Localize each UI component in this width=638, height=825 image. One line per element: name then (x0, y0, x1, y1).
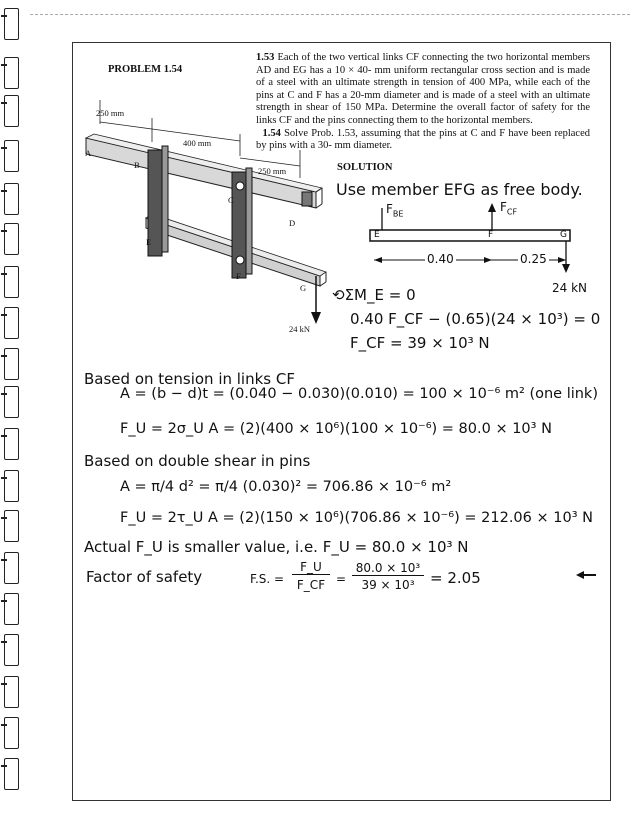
fbd-force-be-symbol: F (386, 202, 393, 216)
fs-numerator: 80.0 × 10³ (352, 561, 424, 576)
shear-heading: Based on double shear in pins (84, 452, 311, 470)
binder-ring (4, 57, 19, 89)
point-a: A (85, 148, 92, 158)
equilibrium-equation: 0.40 F_CF − (0.65)(24 × 10³) = 0 (350, 310, 601, 328)
fs-denominator: 39 × 10³ (361, 578, 415, 592)
dim-250-left: 250 mm (96, 108, 125, 118)
fbd-force-cf (500, 200, 517, 216)
fs-denominator-symbol: F_CF (296, 578, 326, 592)
fbd-load: 24 kN (552, 281, 588, 295)
point-b: B (134, 160, 140, 170)
binder-ring (4, 95, 19, 127)
binder-ring (4, 593, 19, 625)
binder-ring (4, 348, 19, 380)
binder-rings (0, 0, 22, 825)
fbd-point-f: F (488, 230, 494, 240)
tension-area: A = (b − d)t = (0.040 − 0.030)(0.010) = 100 × 10⁻⁶ m² (one link) (120, 386, 598, 402)
binder-ring (4, 552, 19, 584)
problem-1-53-number: 1.53 (256, 52, 275, 63)
binder-ring (4, 8, 19, 40)
fbd-force-cf-symbol: F (500, 200, 507, 214)
binder-ring (4, 470, 19, 502)
factor-of-safety-label: Factor of safety (86, 568, 203, 586)
tension-force: F_U = 2σ_U A = (2)(400 × 10⁶)(100 × 10⁻⁶) = 80.0 × 10³ N (120, 421, 552, 437)
fs-symbol: F.S. = (250, 572, 285, 586)
moment-equation: ⟲ΣM_E = 0 (332, 286, 416, 304)
binder-ring (4, 717, 19, 749)
shear-area: A = π/4 d² = π/4 (0.030)² = 706.86 × 10⁻⁶ m² (120, 479, 452, 495)
fbd-dim-025: 0.25 (520, 252, 547, 266)
point-d: D (289, 218, 296, 228)
binder-ring (4, 183, 19, 215)
binder-ring (4, 266, 19, 298)
binder-ring (4, 140, 19, 172)
binder-ring (4, 758, 19, 790)
tension-heading: Based on tension in links CF (84, 370, 295, 388)
fbd-dim-040: 0.40 (427, 252, 454, 266)
point-e: E (146, 237, 152, 247)
problem-1-53-text: Each of the two vertical links CF connecting the two horizontal members AD and EG has a 10 × 40- mm uniform rectangular cross section and is made of a steel with an ultimate strength in tension of 400 MPa, while each of the pins at C and F has a 20-mm diameter and is made of a steel with an ultimate strength in shear of 150 MPa. Determine the overall factor of safety for the links CF and the pins connecting them to the horizontal members. (256, 52, 590, 126)
shear-force: F_U = 2τ_U A = (2)(150 × 10⁶)(706.86 × 10⁻⁶) = 212.06 × 10³ N (120, 510, 593, 526)
fs-result: = 2.05 (430, 569, 481, 587)
binder-ring (4, 386, 19, 418)
solution-heading: SOLUTION (337, 162, 393, 173)
point-c: C (228, 195, 234, 205)
fbd-point-e: E (374, 230, 380, 240)
actual-strength: Actual F_U is smaller value, i.e. F_U = 80.0 × 10³ N (84, 538, 469, 556)
fbd-force-cf-sub: CF (506, 207, 518, 217)
dim-400: 400 mm (183, 138, 212, 148)
problem-1-54-number: 1.54 (262, 127, 281, 139)
fs-numerator-symbol: F_U (292, 560, 330, 575)
binder-ring (4, 510, 19, 542)
binder-ring (4, 307, 19, 339)
fs-equals: = (336, 572, 347, 586)
fbd-point-g: G (560, 230, 567, 240)
page-trim-line (30, 14, 630, 16)
fbd-force-be-sub: BE (392, 209, 404, 219)
binder-ring (4, 428, 19, 460)
binder-ring (4, 676, 19, 708)
fbd-force-be (386, 202, 403, 218)
binder-ring (4, 223, 19, 255)
dim-250-right: 250 mm (258, 166, 287, 176)
link-force-result: F_CF = 39 × 10³ N (350, 334, 490, 352)
fbd-sentence: Use member EFG as free body. (336, 180, 583, 199)
binder-ring (4, 634, 19, 666)
problem-1-54-text: Solve Prob. 1.53, assuming that the pins at C and F have been replaced by pins with a 30- mm diameter. (256, 127, 590, 152)
point-g: G (300, 283, 307, 293)
answer-arrow-icon (576, 570, 596, 580)
point-f: F (236, 271, 241, 281)
load-24kn: 24 kN (289, 324, 311, 334)
problem-label: PROBLEM 1.54 (108, 64, 183, 75)
